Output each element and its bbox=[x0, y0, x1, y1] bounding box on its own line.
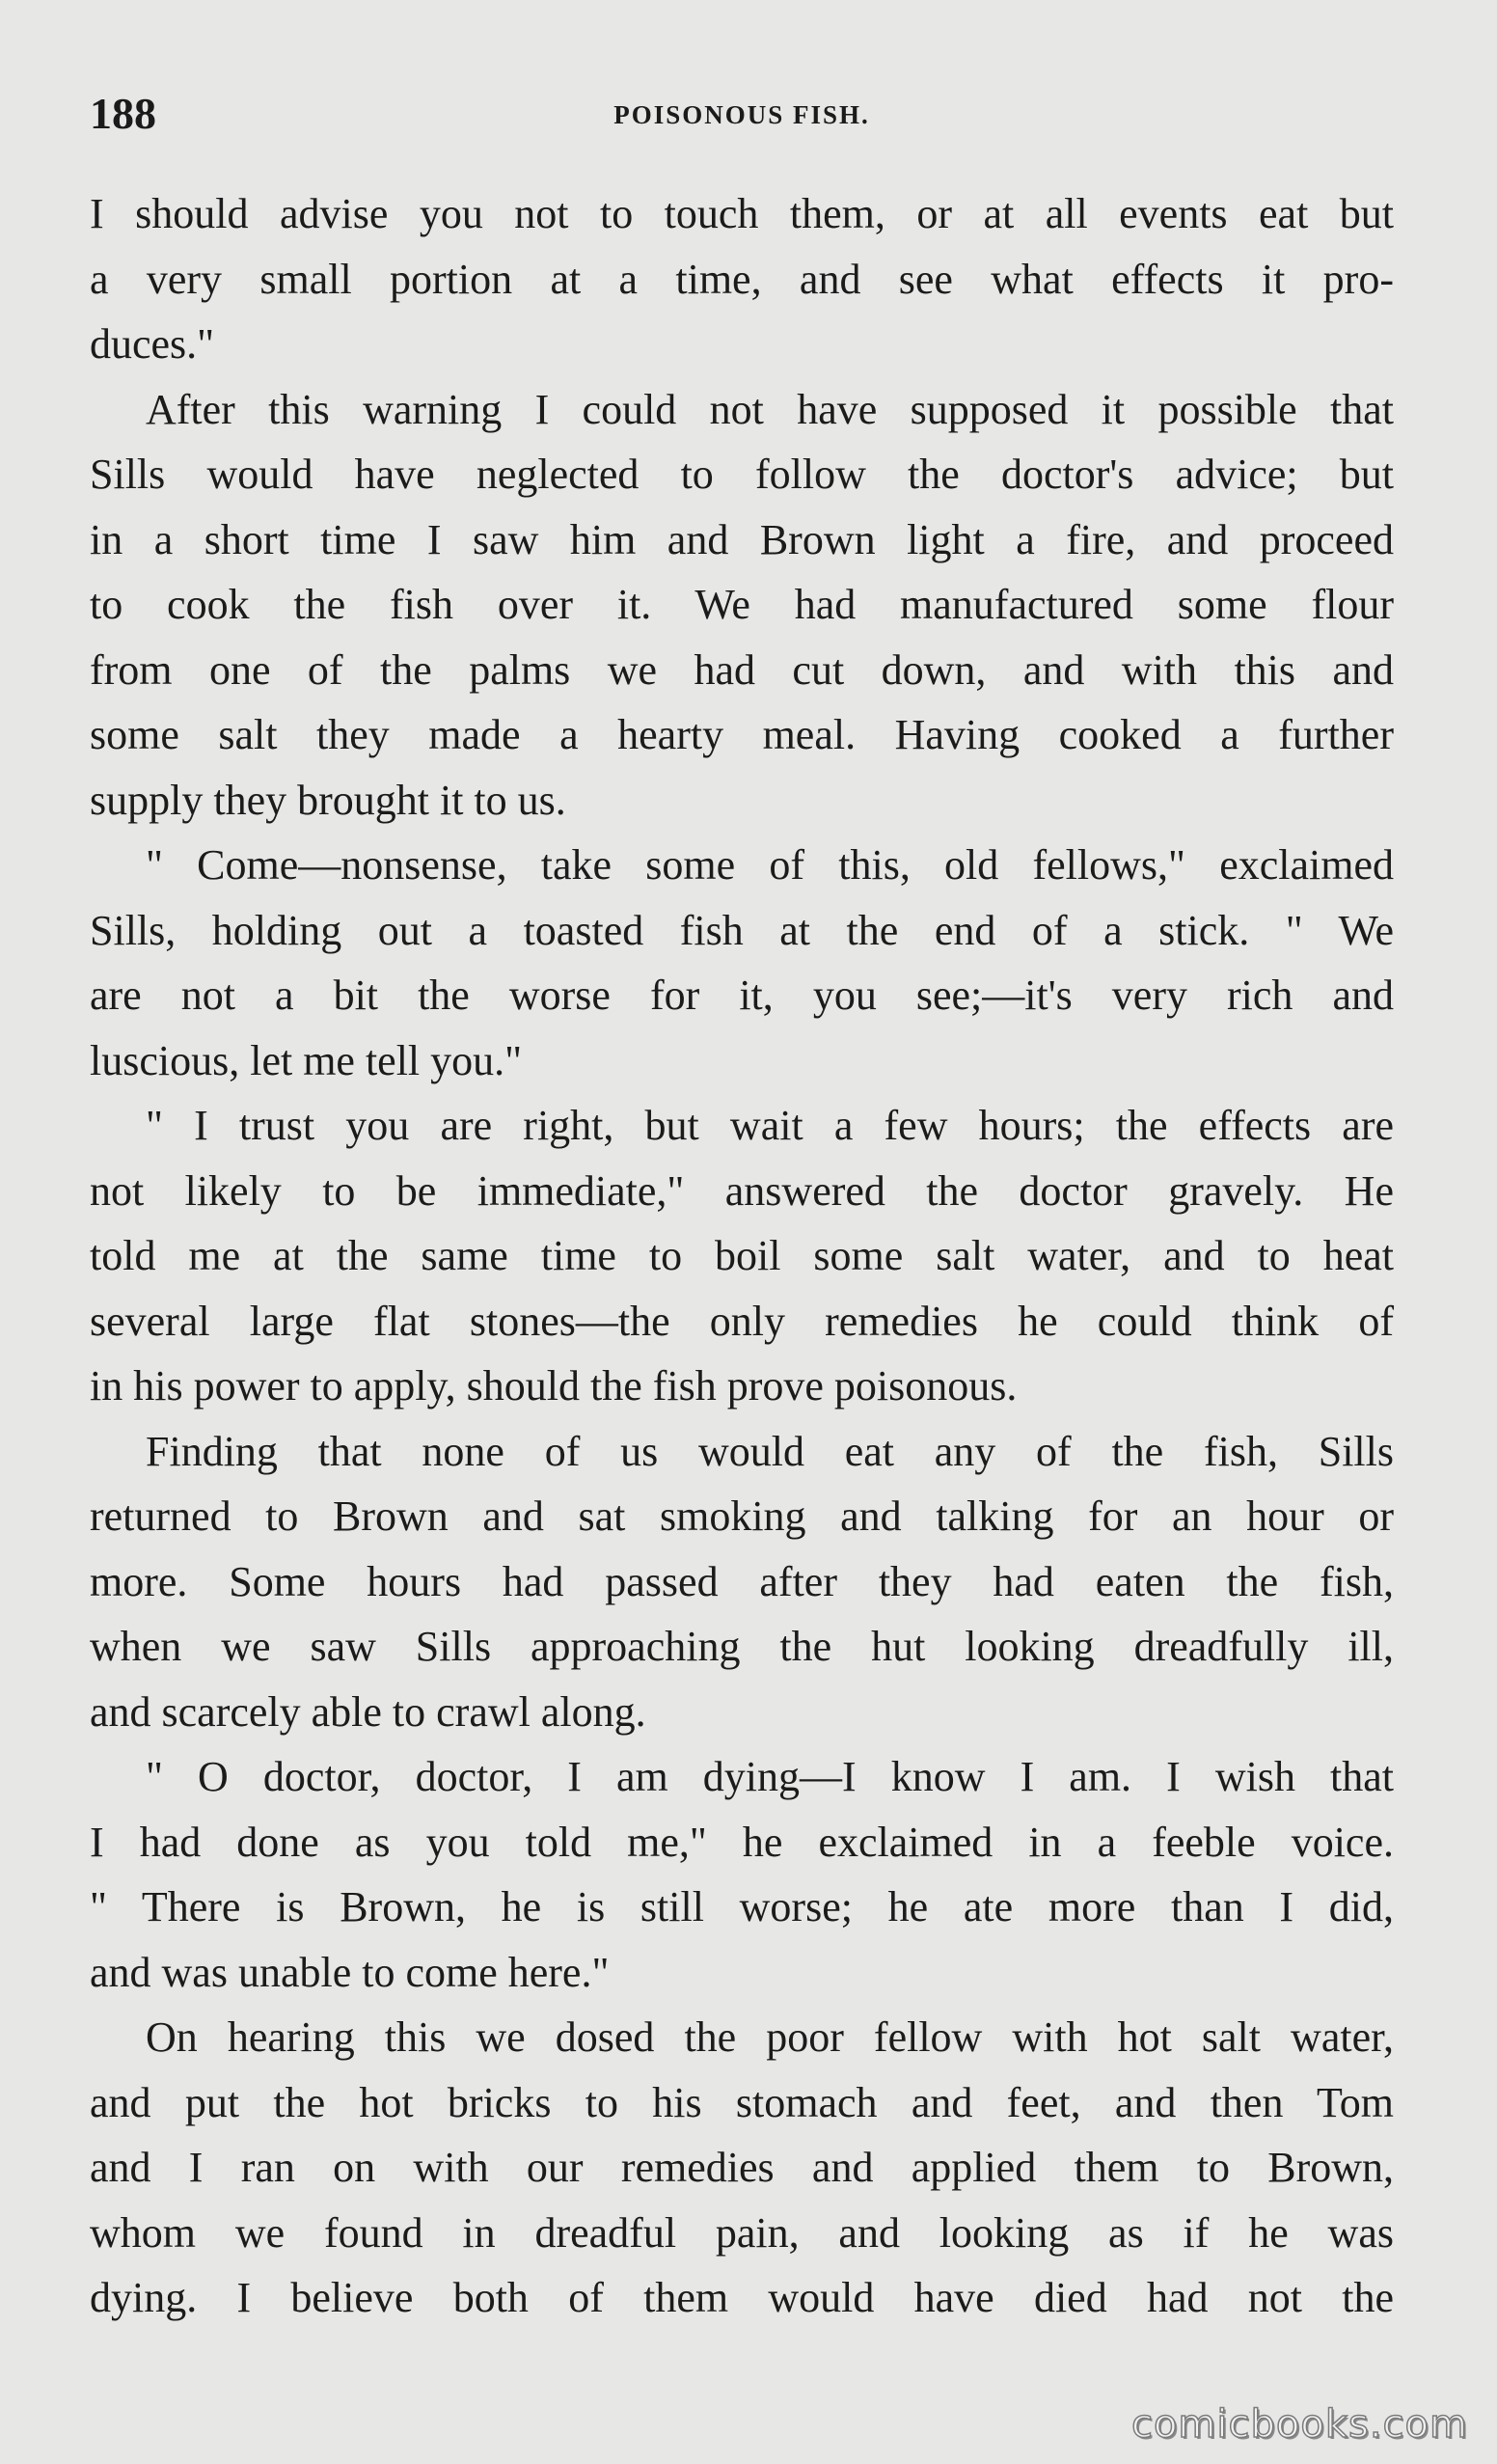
text-line: " There is Brown, he is still worse; he ate more than I did, bbox=[90, 1883, 1394, 1930]
text-line: in a short time I saw him and Brown light a fire, and proceed bbox=[90, 515, 1394, 563]
text-line: After this warning I could not have supposed it possible that bbox=[146, 385, 1394, 433]
text-line: in his power to apply, should the fish prove poisonous. bbox=[90, 1362, 1018, 1410]
text-line: some salt they made a hearty meal. Having cooked a further bbox=[90, 711, 1394, 758]
text-line: " Come—nonsense, take some of this, old fellows," exclaimed bbox=[146, 841, 1394, 889]
text-line: are not a bit the worse for it, you see;—it's very rich and bbox=[90, 972, 1394, 1019]
text-line: returned to Brown and sat smoking and talking for an hour or bbox=[90, 1492, 1394, 1540]
text-line: and put the hot bricks to his stomach and feet, and then Tom bbox=[90, 2078, 1394, 2126]
running-head: POISONOUS FISH. bbox=[613, 100, 870, 129]
text-line: to cook the fish over it. We had manufactured some flour bbox=[90, 581, 1394, 628]
text-line: whom we found in dreadful pain, and looking as if he was bbox=[90, 2208, 1394, 2257]
page-number: 188 bbox=[90, 89, 156, 138]
body-text bbox=[90, 181, 1394, 2331]
text-line: told me at the same time to boil some salt water, and to heat bbox=[90, 1232, 1394, 1279]
text-line: a very small portion at a time, and see what effects it pro- bbox=[90, 255, 1394, 303]
text-line: duces." bbox=[90, 320, 215, 368]
text-line: supply they brought it to us. bbox=[90, 776, 566, 824]
text-line: On hearing this we dosed the poor fellow with hot salt water, bbox=[146, 2013, 1394, 2061]
text-line: Sills would have neglected to follow the doctor's advice; but bbox=[90, 451, 1394, 498]
text-line: more. Some hours had passed after they had eaten the fish, bbox=[90, 1557, 1394, 1605]
text-line: " O doctor, doctor, I am dying—I know I am. I wish that bbox=[146, 1753, 1394, 1800]
text-line: I should advise you not to touch them, or at all events eat but bbox=[90, 190, 1394, 237]
text-line: I had done as you told me," he exclaimed in a feeble voice. bbox=[90, 1818, 1394, 1866]
watermark: comicbooks.com bbox=[1130, 2402, 1468, 2447]
text-line: when we saw Sills approaching the hut looking dreadfully ill, bbox=[90, 1623, 1394, 1670]
text-line: Finding that none of us would eat any of the fish, Sills bbox=[146, 1427, 1394, 1475]
text-line: not likely to be immediate," answered the doctor gravely. He bbox=[90, 1166, 1394, 1215]
text-line: several large flat stones—the only remedies he could think of bbox=[90, 1297, 1394, 1345]
text-line: Sills, holding out a toasted fish at the end of a stick. " We bbox=[90, 906, 1394, 954]
text-line: from one of the palms we had cut down, and with this and bbox=[90, 645, 1394, 694]
text-line: and scarcely able to crawl along. bbox=[90, 1687, 646, 1736]
text-line: luscious, let me tell you." bbox=[90, 1036, 523, 1084]
text-line: " I trust you are right, but wait a few hours; the effects are bbox=[146, 1102, 1394, 1149]
text-line: dying. I believe both of them would have died had not the bbox=[90, 2274, 1394, 2321]
page-header bbox=[90, 85, 1394, 152]
text-line: and was unable to come here." bbox=[90, 1948, 610, 1996]
text-line: and I ran on with our remedies and applied them to Brown, bbox=[90, 2144, 1394, 2191]
